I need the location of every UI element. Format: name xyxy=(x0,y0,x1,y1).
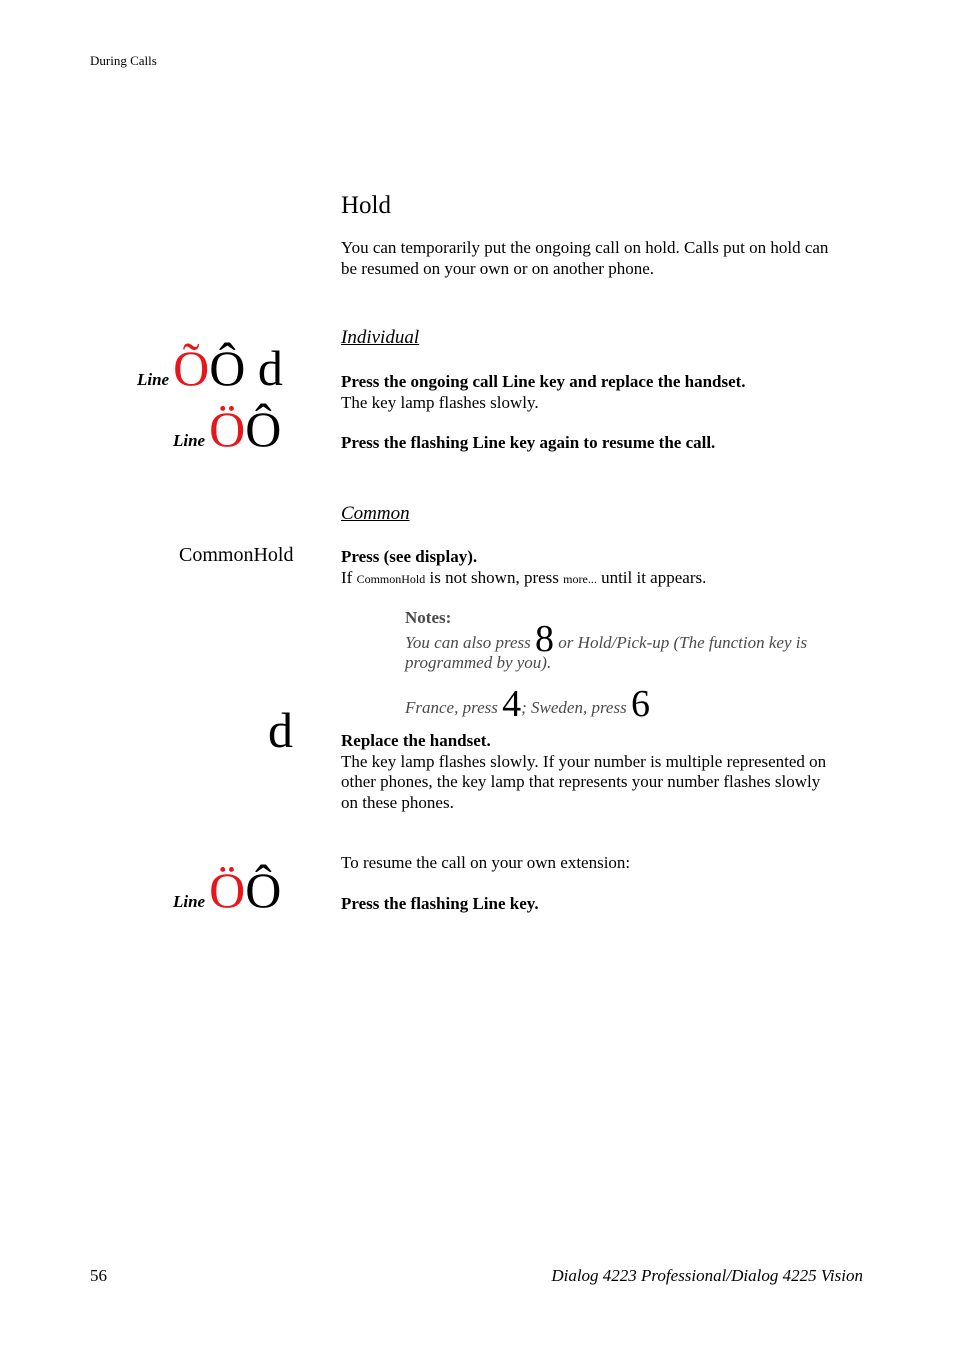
line-lamp-flashing-icon: Ö xyxy=(209,862,246,918)
resume-step: Press the flashing Line key. xyxy=(341,894,539,913)
line-key-label: Line xyxy=(173,431,206,450)
individual-step-1 xyxy=(341,372,746,413)
intro-line-2: be resumed on your own or on another phone. xyxy=(341,258,655,278)
notes-label: Notes: xyxy=(405,608,452,627)
note-2: France, press 4; Sweden, press 6 xyxy=(405,682,650,725)
common-step-title: Press (see display). xyxy=(341,547,478,566)
individual-step-1-text: The key lamp flashes slowly. xyxy=(341,392,539,412)
line-key-resume-icon xyxy=(173,862,282,918)
page-number: 56 xyxy=(90,1266,107,1285)
common-step-text: If CommonHold is not shown, press more... until it appears. xyxy=(341,567,707,587)
digit-8-key-icon: 8 xyxy=(535,617,555,660)
replace-handset-icon: d xyxy=(268,702,293,758)
line-key-flashing-icon xyxy=(173,401,282,457)
line-lamp-red-icon: Õ xyxy=(173,340,210,396)
common-step xyxy=(341,547,706,589)
line-key-label: Line xyxy=(137,370,170,389)
resume-text: To resume the call on your own extension: xyxy=(341,853,631,872)
intro-paragraph xyxy=(341,238,828,279)
line-key-hold-icon xyxy=(137,340,283,396)
line-key-replace-handset-icon: Ô d xyxy=(209,340,283,396)
individual-step-2: Press the flashing Line key again to resume the call. xyxy=(341,433,716,452)
line-key-label: Line xyxy=(173,892,206,911)
page-title: Hold xyxy=(341,192,391,219)
digit-4-key-icon: 4 xyxy=(502,682,522,725)
line-lamp-flashing-icon: Ö xyxy=(209,401,246,457)
common-heading: Common xyxy=(341,503,410,524)
digit-6-key-icon: 6 xyxy=(630,682,650,725)
replace-handset-title: Replace the handset. xyxy=(341,731,491,750)
individual-step-1-title: Press the ongoing call Line key and replace the handset. xyxy=(341,372,746,391)
replace-handset-step xyxy=(341,731,826,813)
line-key-icon: Ô xyxy=(245,401,282,457)
running-header: During Calls xyxy=(90,53,157,68)
intro-line-1: You can temporarily put the ongoing call on hold. Calls put on hold can xyxy=(341,238,829,257)
replace-line-1: The key lamp flashes slowly. If your number is multiple represented on xyxy=(341,751,827,771)
note-1: You can also press 8 or Hold/Pick-up (The function key is xyxy=(405,617,808,660)
replace-line-3: on these phones. xyxy=(341,792,454,812)
commonhold-display-key: CommonHold xyxy=(179,544,294,566)
note-1-cont: programmed by you). xyxy=(405,653,552,672)
line-key-icon: Ô xyxy=(245,862,282,918)
notes-block xyxy=(405,608,808,725)
individual-heading: Individual xyxy=(341,327,420,348)
replace-line-2: other phones, the key lamp that represents your number flashes slowly xyxy=(341,772,821,791)
product-name: Dialog 4223 Professional/Dialog 4225 Vision xyxy=(551,1266,863,1285)
